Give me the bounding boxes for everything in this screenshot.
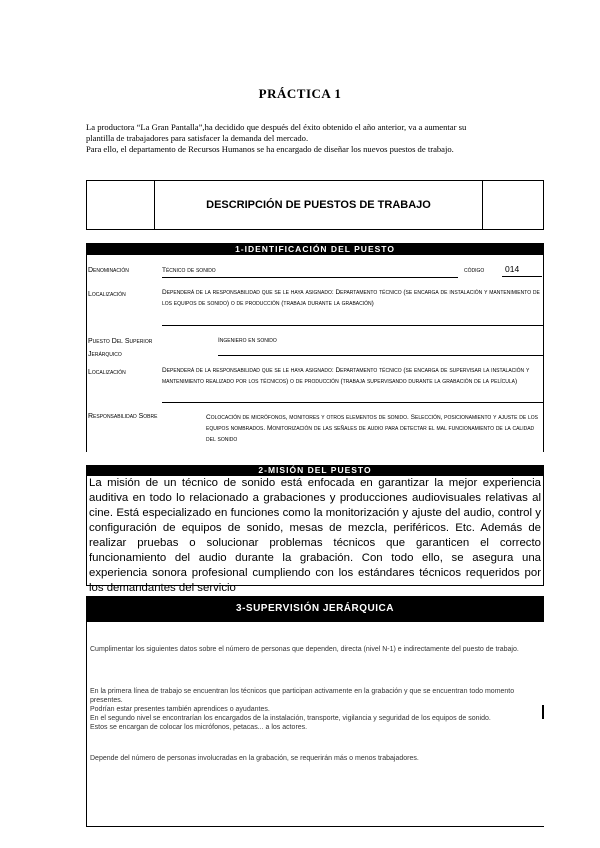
section3-instructions: Cumplimentar los siguientes datos sobre el número de personas que dependen, directa (nivel N-1) e indirectamente del puesto de trabajo. [90, 646, 519, 653]
superior-label-line1: Puesto Del Superior [88, 338, 153, 345]
section3-title: 3-SUPERVISIÓN JERÁRQUICA [86, 596, 544, 622]
intro-text [86, 122, 486, 156]
localizacion1-label: Localización [88, 291, 126, 298]
header-box-title: DESCRIPCIÓN DE PUESTOS DE TRABAJO [206, 199, 431, 211]
denominacion-value: Técnico de sonido [162, 265, 458, 278]
codigo-value: 014 [502, 264, 542, 277]
section3-paragraph-2: En la primera línea de trabajo se encuentran los técnicos que participan activamente en la grabación y que se encuentran todo momento presentes. [90, 688, 515, 704]
superior-label-line2: Jerárquico [88, 351, 122, 358]
section2-title: 2-MISIÓN DEL PUESTO [86, 465, 544, 476]
localizacion1-value: Dependerá de la responsabilidad que se le haya asignado: Departamento técnico (se encarga de instalación y mantenimiento de los equipos de sonido) o de producción (trabaja durante la grabación) [162, 287, 544, 326]
responsabilidad-value: Colocación de micrófonos, monitores y otros elementos de sonido. Selección, posicionamiento y ajuste de los equipos nombrados. Monitorización de las señales de audio para detectar el mal funcionamiento de la calidad del sonido [206, 414, 538, 443]
denominacion-label: Denominación [88, 267, 129, 274]
superior-label [88, 335, 152, 361]
section3-paragraph-6: Depende del número de personas involucradas en la grabación, se requerirán más o menos trabajadores. [90, 755, 419, 762]
page-title: PRÁCTICA 1 [258, 86, 342, 101]
responsabilidad-label: Responsabilidad Sobre [88, 413, 158, 420]
text-cursor [542, 705, 544, 719]
section1-title: 1-IDENTIFICACIÓN DEL PUESTO [86, 243, 544, 255]
section2-text: La misión de un técnico de sonido está enfocada en garantizar la mejor experiencia auditiva en todo lo relacionado a grabaciones y producciones audiovisuales relativas al cine. Está especializado en funciones como la monitorización y ajuste del audio, control y configuración de equipos de sonido, mesas de mezcla, periféricos. Etc. Además de realizar pruebas o solucionar problemas técnicos que garanticen el correcto funcionamiento del audio durante la grabación. Con todo ello, se asegura una experiencia sonora profesional cumpliendo con los estándares técnicos requeridos por los demandantes del servicio [86, 476, 544, 586]
localizacion2-value: Dependerá de la responsabilidad que se le haya asignado: Departamento técnico (se encarga de supervisar la instalación y mantenimiento realizado por los técnicos) o de producción (trabaja supervisando durante la grabación de la película) [162, 365, 544, 403]
section3-paragraph-4: En el segundo nivel se encontrarían los encargados de la instalación, transporte, vigilancia y seguridad de los equipos de sonido. [90, 715, 491, 722]
header-box [86, 180, 544, 230]
codigo-label: código [464, 267, 485, 274]
header-box-left-cell [87, 181, 155, 229]
section3-paragraph-5: Estos se encargan de colocar los micrófonos, petacas... a los actores. [90, 724, 308, 731]
intro-paragraph-2: Para ello, el departamento de Recursos Humanos se ha encargado de diseñar los nuevos puestos de trabajo. [86, 144, 454, 155]
section3-body [90, 687, 535, 732]
superior-value: Ingeniero en sonido [218, 335, 544, 356]
header-box-right-cell [482, 181, 543, 229]
intro-paragraph-1: La productora “La Gran Pantalla”,ha decidido que después del éxito obtenido el año anterior, va a aumentar su plantilla de trabajadores para satisfacer la demanda del mercado. [86, 122, 467, 144]
section3-paragraph-3: Podrían estar presentes también aprendices o ayudantes. [90, 706, 270, 713]
localizacion2-label: Localización [88, 369, 126, 376]
section3-bottom-border [86, 826, 544, 827]
